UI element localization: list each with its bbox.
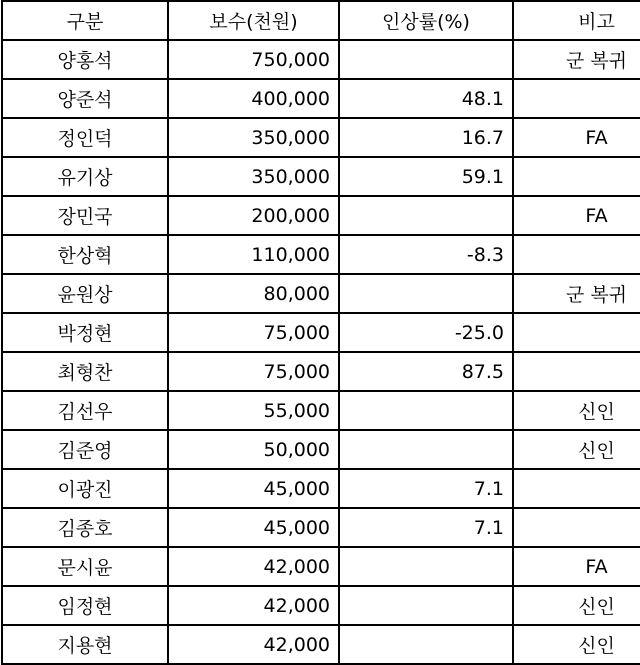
cell-pay: 400,000	[168, 79, 339, 118]
cell-raise-rate	[339, 430, 513, 469]
cell-raise-rate	[339, 196, 513, 235]
table-row	[2, 79, 640, 118]
cell-pay: 75,000	[168, 313, 339, 352]
cell-raise-rate: 7.1	[339, 469, 513, 508]
cell-pay: 350,000	[168, 118, 339, 157]
cell-pay: 50,000	[168, 430, 339, 469]
cell-raise-rate	[339, 40, 513, 79]
cell-name: 양홍석	[2, 40, 168, 79]
table-row	[2, 469, 640, 508]
cell-raise-rate: 48.1	[339, 79, 513, 118]
cell-pay: 42,000	[168, 547, 339, 586]
cell-raise-rate	[339, 586, 513, 625]
cell-note: 신인	[513, 625, 640, 664]
cell-name: 김준영	[2, 430, 168, 469]
cell-raise-rate: 7.1	[339, 508, 513, 547]
cell-note	[513, 469, 640, 508]
cell-name: 김종호	[2, 508, 168, 547]
table-row	[2, 313, 640, 352]
cell-name: 한상혁	[2, 235, 168, 274]
cell-name: 지용현	[2, 625, 168, 664]
cell-note	[513, 235, 640, 274]
header-row	[2, 1, 640, 40]
salary-table	[1, 0, 640, 665]
cell-name: 윤원상	[2, 274, 168, 313]
cell-pay: 55,000	[168, 391, 339, 430]
cell-raise-rate	[339, 625, 513, 664]
cell-raise-rate: -8.3	[339, 235, 513, 274]
cell-name: 정인덕	[2, 118, 168, 157]
cell-raise-rate: -25.0	[339, 313, 513, 352]
cell-name: 이광진	[2, 469, 168, 508]
cell-note	[513, 79, 640, 118]
cell-name: 유기상	[2, 157, 168, 196]
cell-note: FA	[513, 118, 640, 157]
table-row	[2, 118, 640, 157]
cell-name: 문시윤	[2, 547, 168, 586]
cell-note: 군 복귀	[513, 40, 640, 79]
cell-pay: 350,000	[168, 157, 339, 196]
cell-pay: 45,000	[168, 469, 339, 508]
cell-raise-rate	[339, 547, 513, 586]
table-row	[2, 547, 640, 586]
table-row	[2, 196, 640, 235]
cell-raise-rate	[339, 274, 513, 313]
header-note: 비고	[513, 1, 640, 40]
cell-pay: 110,000	[168, 235, 339, 274]
header-pay: 보수(천원)	[168, 1, 339, 40]
cell-note: 군 복귀	[513, 274, 640, 313]
cell-pay: 750,000	[168, 40, 339, 79]
table-row	[2, 157, 640, 196]
cell-note	[513, 313, 640, 352]
cell-note: 신인	[513, 391, 640, 430]
cell-pay: 42,000	[168, 586, 339, 625]
cell-pay: 75,000	[168, 352, 339, 391]
cell-raise-rate: 16.7	[339, 118, 513, 157]
header-category: 구분	[2, 1, 168, 40]
cell-note	[513, 157, 640, 196]
table-row	[2, 430, 640, 469]
table-row	[2, 40, 640, 79]
table-row	[2, 625, 640, 664]
table-row	[2, 235, 640, 274]
cell-pay: 45,000	[168, 508, 339, 547]
cell-name: 장민국	[2, 196, 168, 235]
table-row	[2, 274, 640, 313]
cell-name: 양준석	[2, 79, 168, 118]
header-raise-rate: 인상률(%)	[339, 1, 513, 40]
cell-note	[513, 508, 640, 547]
cell-pay: 80,000	[168, 274, 339, 313]
cell-note: 신인	[513, 586, 640, 625]
cell-note	[513, 352, 640, 391]
cell-raise-rate: 87.5	[339, 352, 513, 391]
table-row	[2, 391, 640, 430]
cell-raise-rate	[339, 391, 513, 430]
cell-pay: 42,000	[168, 625, 339, 664]
table-body	[2, 40, 640, 664]
cell-name: 김선우	[2, 391, 168, 430]
cell-pay: 200,000	[168, 196, 339, 235]
cell-raise-rate: 59.1	[339, 157, 513, 196]
cell-note: FA	[513, 196, 640, 235]
table-row	[2, 508, 640, 547]
cell-name: 최형찬	[2, 352, 168, 391]
cell-name: 임정현	[2, 586, 168, 625]
table-row	[2, 352, 640, 391]
cell-note: 신인	[513, 430, 640, 469]
cell-note: FA	[513, 547, 640, 586]
cell-name: 박정현	[2, 313, 168, 352]
table-row	[2, 586, 640, 625]
